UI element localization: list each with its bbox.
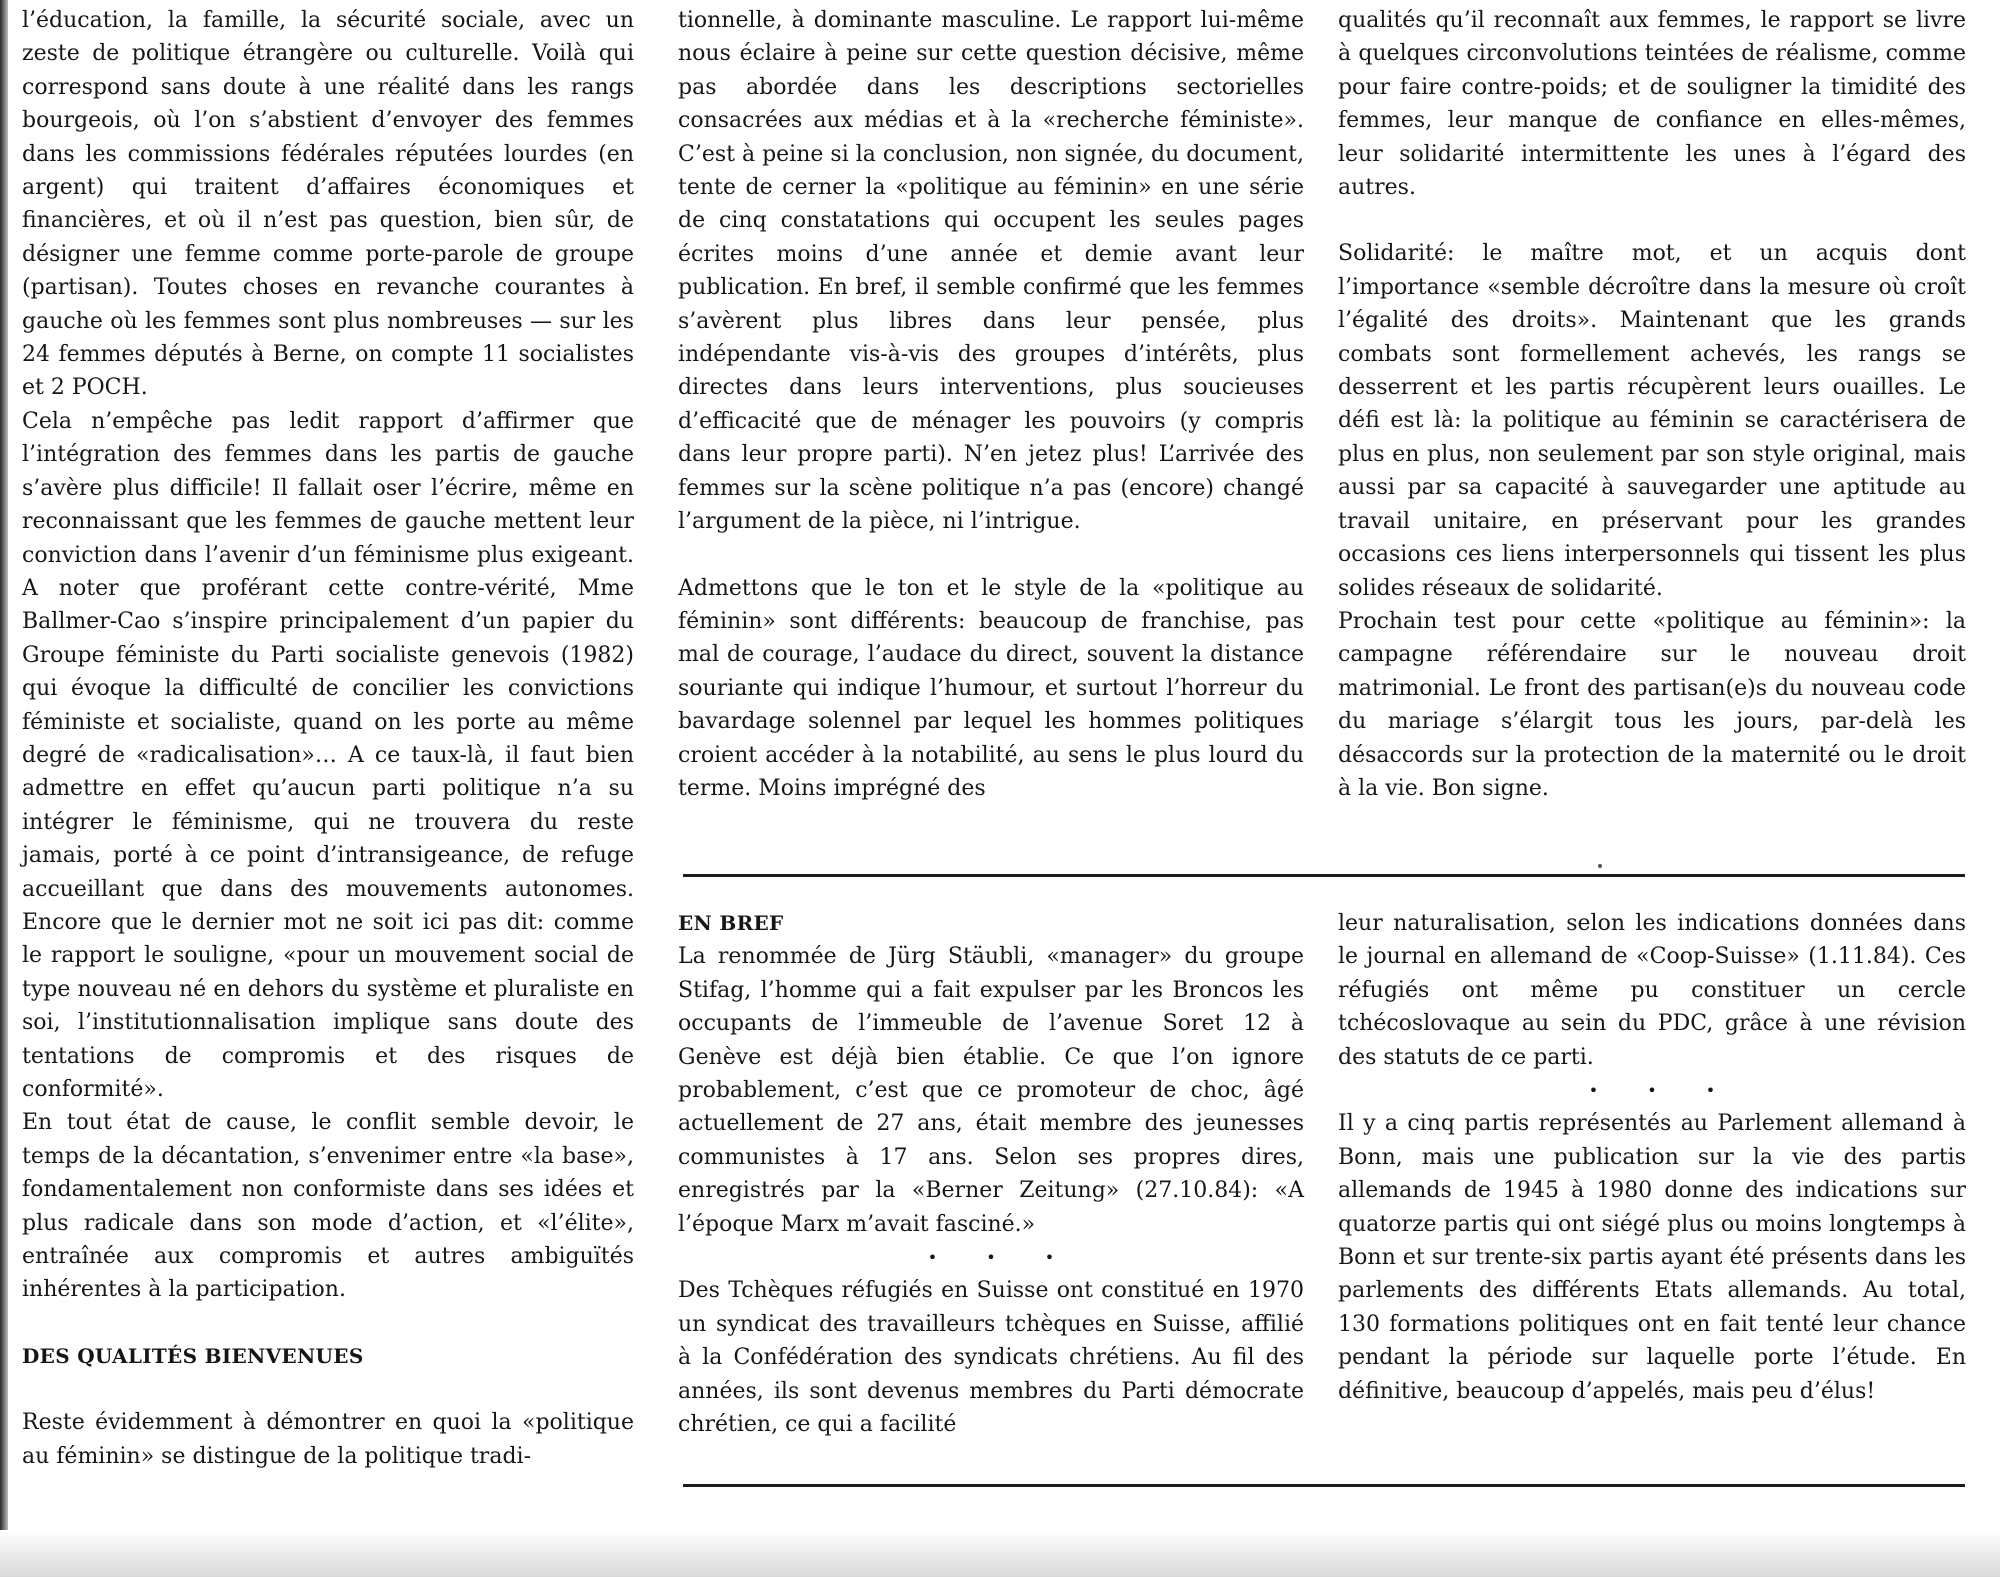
en-bref-column-left: [678, 907, 1304, 1442]
paragraph: l’éducation, la famille, la sécurité sociale, avec un zeste de politique étrangère ou culturelle. Voilà qui correspond sans doute à une réalité dans les rangs bourgeois, où l’on s’abstient d’envoyer des femmes dans les commissions fédérales réputées lourdes (en argent) qui traitent d’affaires économiques et financières, et où il n’est pas question, bien sûr, de désigner une femme comme porte-parole de groupe (partisan). Toutes choses en revanche courantes à gauche où les femmes sont plus nombreuses — sur les 24 femmes députés à Berne, on compte 11 socialistes et 2 POCH.: [22, 8, 634, 401]
en-bref-item-continued: leur naturalisation, selon les indications données dans le journal en allemand de «Coop-Suisse» (1.11.84). Ces réfugiés ont même pu constituer un cercle tchécoslovaque au sein du PDC, grâce à une révision des statuts de ce parti.: [1338, 911, 1966, 1070]
page-bottom-shadow: [0, 1530, 2000, 1577]
en-bref-item: Des Tchèques réfugiés en Suisse ont constitué en 1970 un syndicat des travailleurs tchèques en Suisse, affilié à la Confédération des syndicats chrétiens. Au fil des années, ils sont devenus membres du Parti démocrate chrétien, ce qui a facilité: [678, 1278, 1304, 1438]
en-bref-item: Il y a cinq partis représentés au Parlement allemand à Bonn, mais une publication sur la vie des partis allemands de 1945 à 1980 donne des indications sur quatorze partis qui ont siégé plus ou moins longtemps à Bonn et sur trente-six partis ayant été présents dans les parlements des différents Etats allemands. Au total, 130 formations politiques ont en fait tenté leur chance pendant la période sur laquelle porte l’étude. En définitive, beaucoup d’appelés, mais peu d’élus!: [1338, 1111, 1966, 1404]
paragraph: qualités qu’il reconnaît aux femmes, le rapport se livre à quelques circonvolutions teintées de réalisme, comme pour faire contre-poids; et de souligner la timidité des femmes, leur manque de confiance en elles-mêmes, leur solidarité intermittente les unes à l’égard des autres.: [1338, 8, 1966, 201]
en-bref-item: La renommée de Jürg Stäubli, «manager» du groupe Stifag, l’homme qui a fait expulser par les Broncos les occupants de l’immeuble de l’avenue Soret 12 à Genève est déjà bien établie. Ce que l’on ignore probablement, c’est que ce promoteur de choc, âgé actuellement de 27 ans, était membre des jeunesses communistes à 17 ans. Selon ses propres dires, enregistrés par la «Berner Zeitung» (27.10.84): «A l’époque Marx m’avait fasciné.»: [678, 944, 1304, 1237]
paragraph: Prochain test pour cette «politique au féminin»: la campagne référendaire sur le nouveau droit matrimonial. Le front des partisan(e)s du nouveau code du mariage s’élargit tous les jours, par-delà les désaccords sur la protection de la maternité ou le droit à la vie. Bon signe.: [1338, 608, 1966, 801]
section-heading: DES QUALITÉS BIENVENUES: [22, 1343, 364, 1368]
article-column-1: [22, 4, 634, 1473]
paragraph: Solidarité: le maître mot, et un acquis dont l’importance «semble décroître dans la mesure où croît l’égalité des droits». Maintenant que les grands combats sont formellement achevés, les rangs se desserrent et les partis récupèrent leurs ouailles. Le défi est là: la politique au féminin se caractérisera de plus en plus, non seulement par son style original, mais aussi par sa capacité à sauvegarder une aptitude au travail unitaire, en préservant pour les grandes occasions ces liens interpersonnels qui tissent les plus solides réseaux de solidarité.: [1338, 241, 1966, 601]
paragraph: tionnelle, à dominante masculine. Le rapport lui-même nous éclaire à peine sur cette question décisive, même pas abordée dans les descriptions sectorielles consacrées aux médias et à la «recherche féministe». C’est à peine si la conclusion, non signée, du document, tente de cerner la «politique au féminin» en une série de cinq constatations qui occupent les seules pages écrites moins d’une année et demie avant leur publication. En bref, il semble confirmé que les femmes s’avèrent plus libres dans leur pensée, plus indépendante vis-à-vis des groupes d’intérêts, plus directes dans leurs interventions, plus soucieuses d’efficacité que de ménager les pouvoirs (y compris dans leur propre parti). N’en jetez plus! L’arrivée des femmes sur la scène politique n’a pas (encore) changé l’argument de la pièce, ni l’intrigue.: [678, 8, 1304, 535]
paragraph: Admettons que le ton et le style de la «politique au féminin» sont différents: beaucoup de franchise, pas mal de courage, l’audace du direct, souvent la distance souriante qui indique l’humour, et surtout l’horreur du bavardage solennel par lequel les hommes politiques croient accéder à la notabilité, au sens le plus lourd du terme. Moins imprégné des: [678, 575, 1304, 801]
separator-stars: • • •: [1588, 1081, 1738, 1101]
paragraph: Cela n’empêche pas ledit rapport d’affirmer que l’intégration des femmes dans les partis de gauche s’avère plus difficile! Il fallait oser l’écrire, même en reconnaissant que les femmes de gauche mettent leur conviction dans l’avenir d’un féminisme plus exigeant. A noter que proférant cette contre-vérité, Mme Ballmer-Cao s’inspire principalement d’un papier du Groupe féministe du Parti socialiste genevois (1982) qui évoque la difficulté de concilier les convictions féministe et socialiste, quand on les porte au même degré de «radicalisation»… A ce taux-là, il faut bien admettre en effet qu’aucun parti politique n’a su intégrer le féminisme, qui ne trouvera du reste jamais, porté à ce point d’intransigeance, de refuge accueillant que dans des mouvements autonomes. Encore que le dernier mot ne soit ici pas dit: comme le rapport le souligne, «pour un mouvement social de type nouveau né en dehors du système et pluraliste en soi, l’institutionnalisation implique sans doute des tentations de compromis et des risques de conformité».: [22, 408, 634, 1102]
en-bref-heading: EN BREF: [678, 911, 784, 935]
horizontal-rule-bottom: [683, 1484, 1965, 1487]
separator-stars: • • •: [927, 1248, 1077, 1268]
paragraph: Reste évidemment à démontrer en quoi la «politique au féminin» se distingue de la politique tradi-: [22, 1410, 634, 1469]
article-column-2: [678, 4, 1304, 805]
horizontal-rule-top: [683, 874, 1965, 877]
print-speck: [1598, 864, 1602, 868]
article-column-3: [1338, 4, 1966, 805]
page-spine-shadow: [0, 0, 8, 1577]
en-bref-column-right: [1338, 907, 1966, 1408]
paragraph: En tout état de cause, le conflit semble devoir, le temps de la décantation, s’envenimer entre «la base», fondamentalement non conformiste dans ses idées et plus radicale dans son mode d’action, et «l’élite», entraînée aux compromis et autres ambiguïtés inhérentes à la participation.: [22, 1110, 634, 1303]
